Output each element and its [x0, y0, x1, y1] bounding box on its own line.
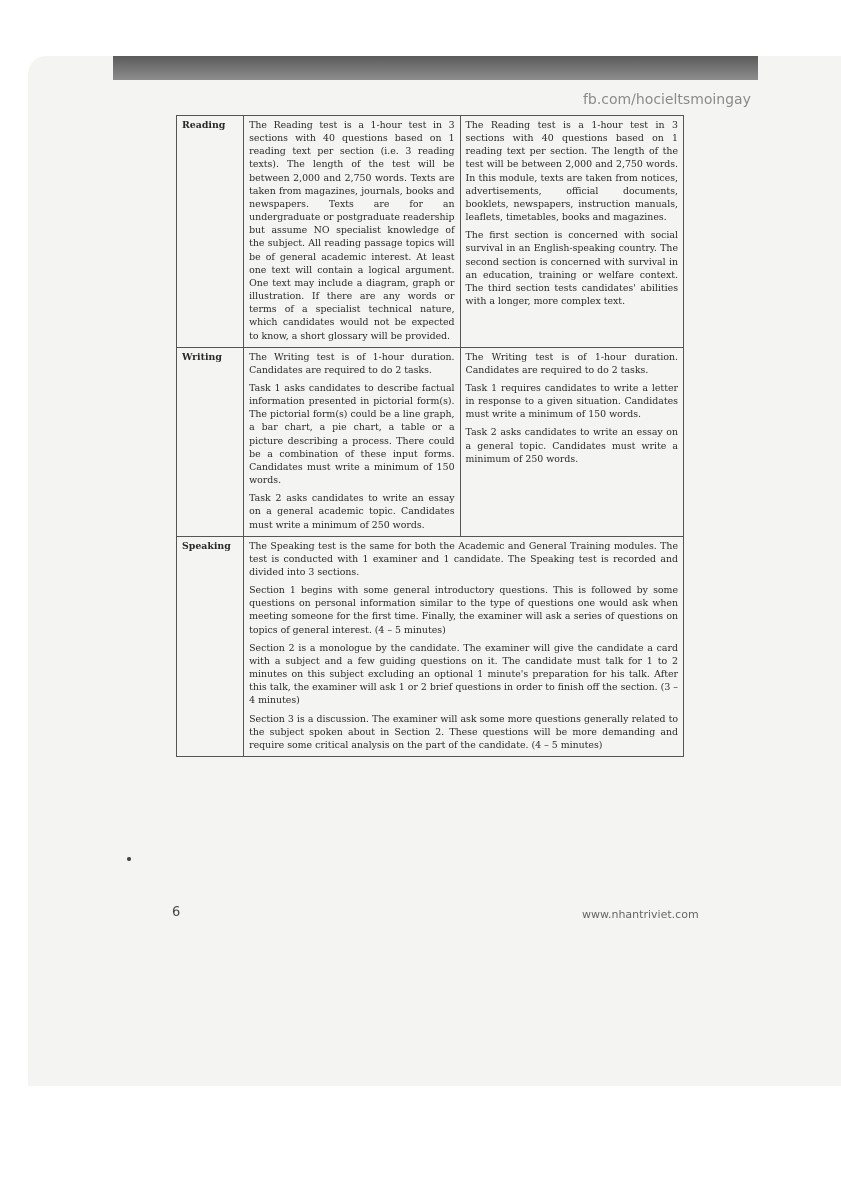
writing-general-text-1: The Writing test is of 1-hour duration. Candidates are required to do 2 tasks.	[465, 351, 678, 376]
speaking-text-1: The Speaking test is the same for both the Academic and General Training modules. The test is conducted with 1 examiner and 1 candidate. The Speaking test is recorded and divided into 3 sections.	[249, 540, 678, 578]
writing-academic-cell	[244, 347, 460, 536]
reading-academic-cell	[244, 116, 460, 348]
speaking-cell	[244, 536, 684, 756]
writing-general-text-3: Task 2 asks candidates to write an essay on a general topic. Candidates must write a minimum of 250 words.	[465, 427, 678, 465]
ielts-modules-table	[176, 115, 684, 757]
speaking-text-2: Section 1 begins with some general introductory questions. This is followed by some questions on personal information similar to the type of questions one would ask when meeting someone for the first time. Finally, the examiner will ask a series of questions on topics of general interest. (4 – 5 minutes)	[249, 585, 678, 636]
writing-general-text-2: Task 1 requires candidates to write a letter in response to a given situation. Candidates must write a minimum of 150 words.	[465, 382, 678, 421]
watermark: fb.com/hocieltsmoingay	[583, 92, 751, 108]
table-row-speaking	[177, 536, 684, 756]
page-number: 6	[172, 905, 181, 920]
reading-general-cell	[460, 116, 683, 348]
reading-general-text-1: The Reading test is a 1-hour test in 3 sections with 40 questions based on 1 reading text per section. The length of the test will be between 2,000 and 2,750 words. In this module, texts are taken from notices, advertisements, official documents, booklets, newspapers, instruction manuals, leaflets, timetables, books and magazines.	[465, 120, 678, 224]
writing-general-cell	[460, 347, 683, 536]
row-label-reading: Reading	[177, 116, 244, 348]
table-row-reading	[177, 116, 684, 348]
reading-general-text-2: The first section is concerned with social survival in an English-speaking country. The second section is concerned with survival in an education, training or welfare context. The third section tests candidates' abilities with a longer, more complex text.	[465, 230, 678, 308]
row-label-writing: Writing	[177, 347, 244, 536]
publisher-website: www.nhantriviet.com	[582, 908, 699, 921]
writing-academic-text-2: Task 1 asks candidates to describe factual information presented in pictorial form(s). The pictorial form(s) could be a line graph, a bar chart, a pie chart, a table or a picture describing a process. There could be a combination of these input forms. Candidates must write a minimum of 150 words.	[249, 382, 455, 487]
reading-academic-text: The Reading test is a 1-hour test in 3 sections with 40 questions based on 1 reading text per section (i.e. 3 reading texts). The length of the test will be between 2,000 and 2,750 words. Texts are taken from magazines, journals, books and newspapers. Texts are for an undergraduate or postgraduate readership but assume NO specialist knowledge of the subject. All reading passage topics will be of general academic interest. At least one text will contain a logical argument. One text may include a diagram, graph or illustration. If there are any words or terms of a specialist technical nature, which candidates would not be expected to know, a short glossary will be provided.	[249, 120, 455, 342]
scan-speck	[127, 857, 131, 861]
speaking-text-3: Section 2 is a monologue by the candidate. The examiner will give the candidate a card with a subject and a few guiding questions on it. The candidate must talk for 1 to 2 minutes on this subject excluding an optional 1 minute's preparation for his talk. After this talk, the examiner will ask 1 or 2 brief questions in order to finish off the section. (3 – 4 minutes)	[249, 642, 678, 707]
speaking-text-4: Section 3 is a discussion. The examiner will ask some more questions generally related to the subject spoken about in Section 2. These questions will be more demanding and require some critical analysis on the part of the candidate. (4 – 5 minutes)	[249, 713, 678, 751]
row-label-speaking: Speaking	[177, 536, 244, 756]
scan-shadow-bar	[113, 56, 758, 80]
writing-academic-text-3: Task 2 asks candidates to write an essay on a general academic topic. Candidates must write a minimum of 250 words.	[249, 493, 455, 531]
table-row-writing	[177, 347, 684, 536]
writing-academic-text-1: The Writing test is of 1-hour duration. Candidates are required to do 2 tasks.	[249, 351, 455, 376]
